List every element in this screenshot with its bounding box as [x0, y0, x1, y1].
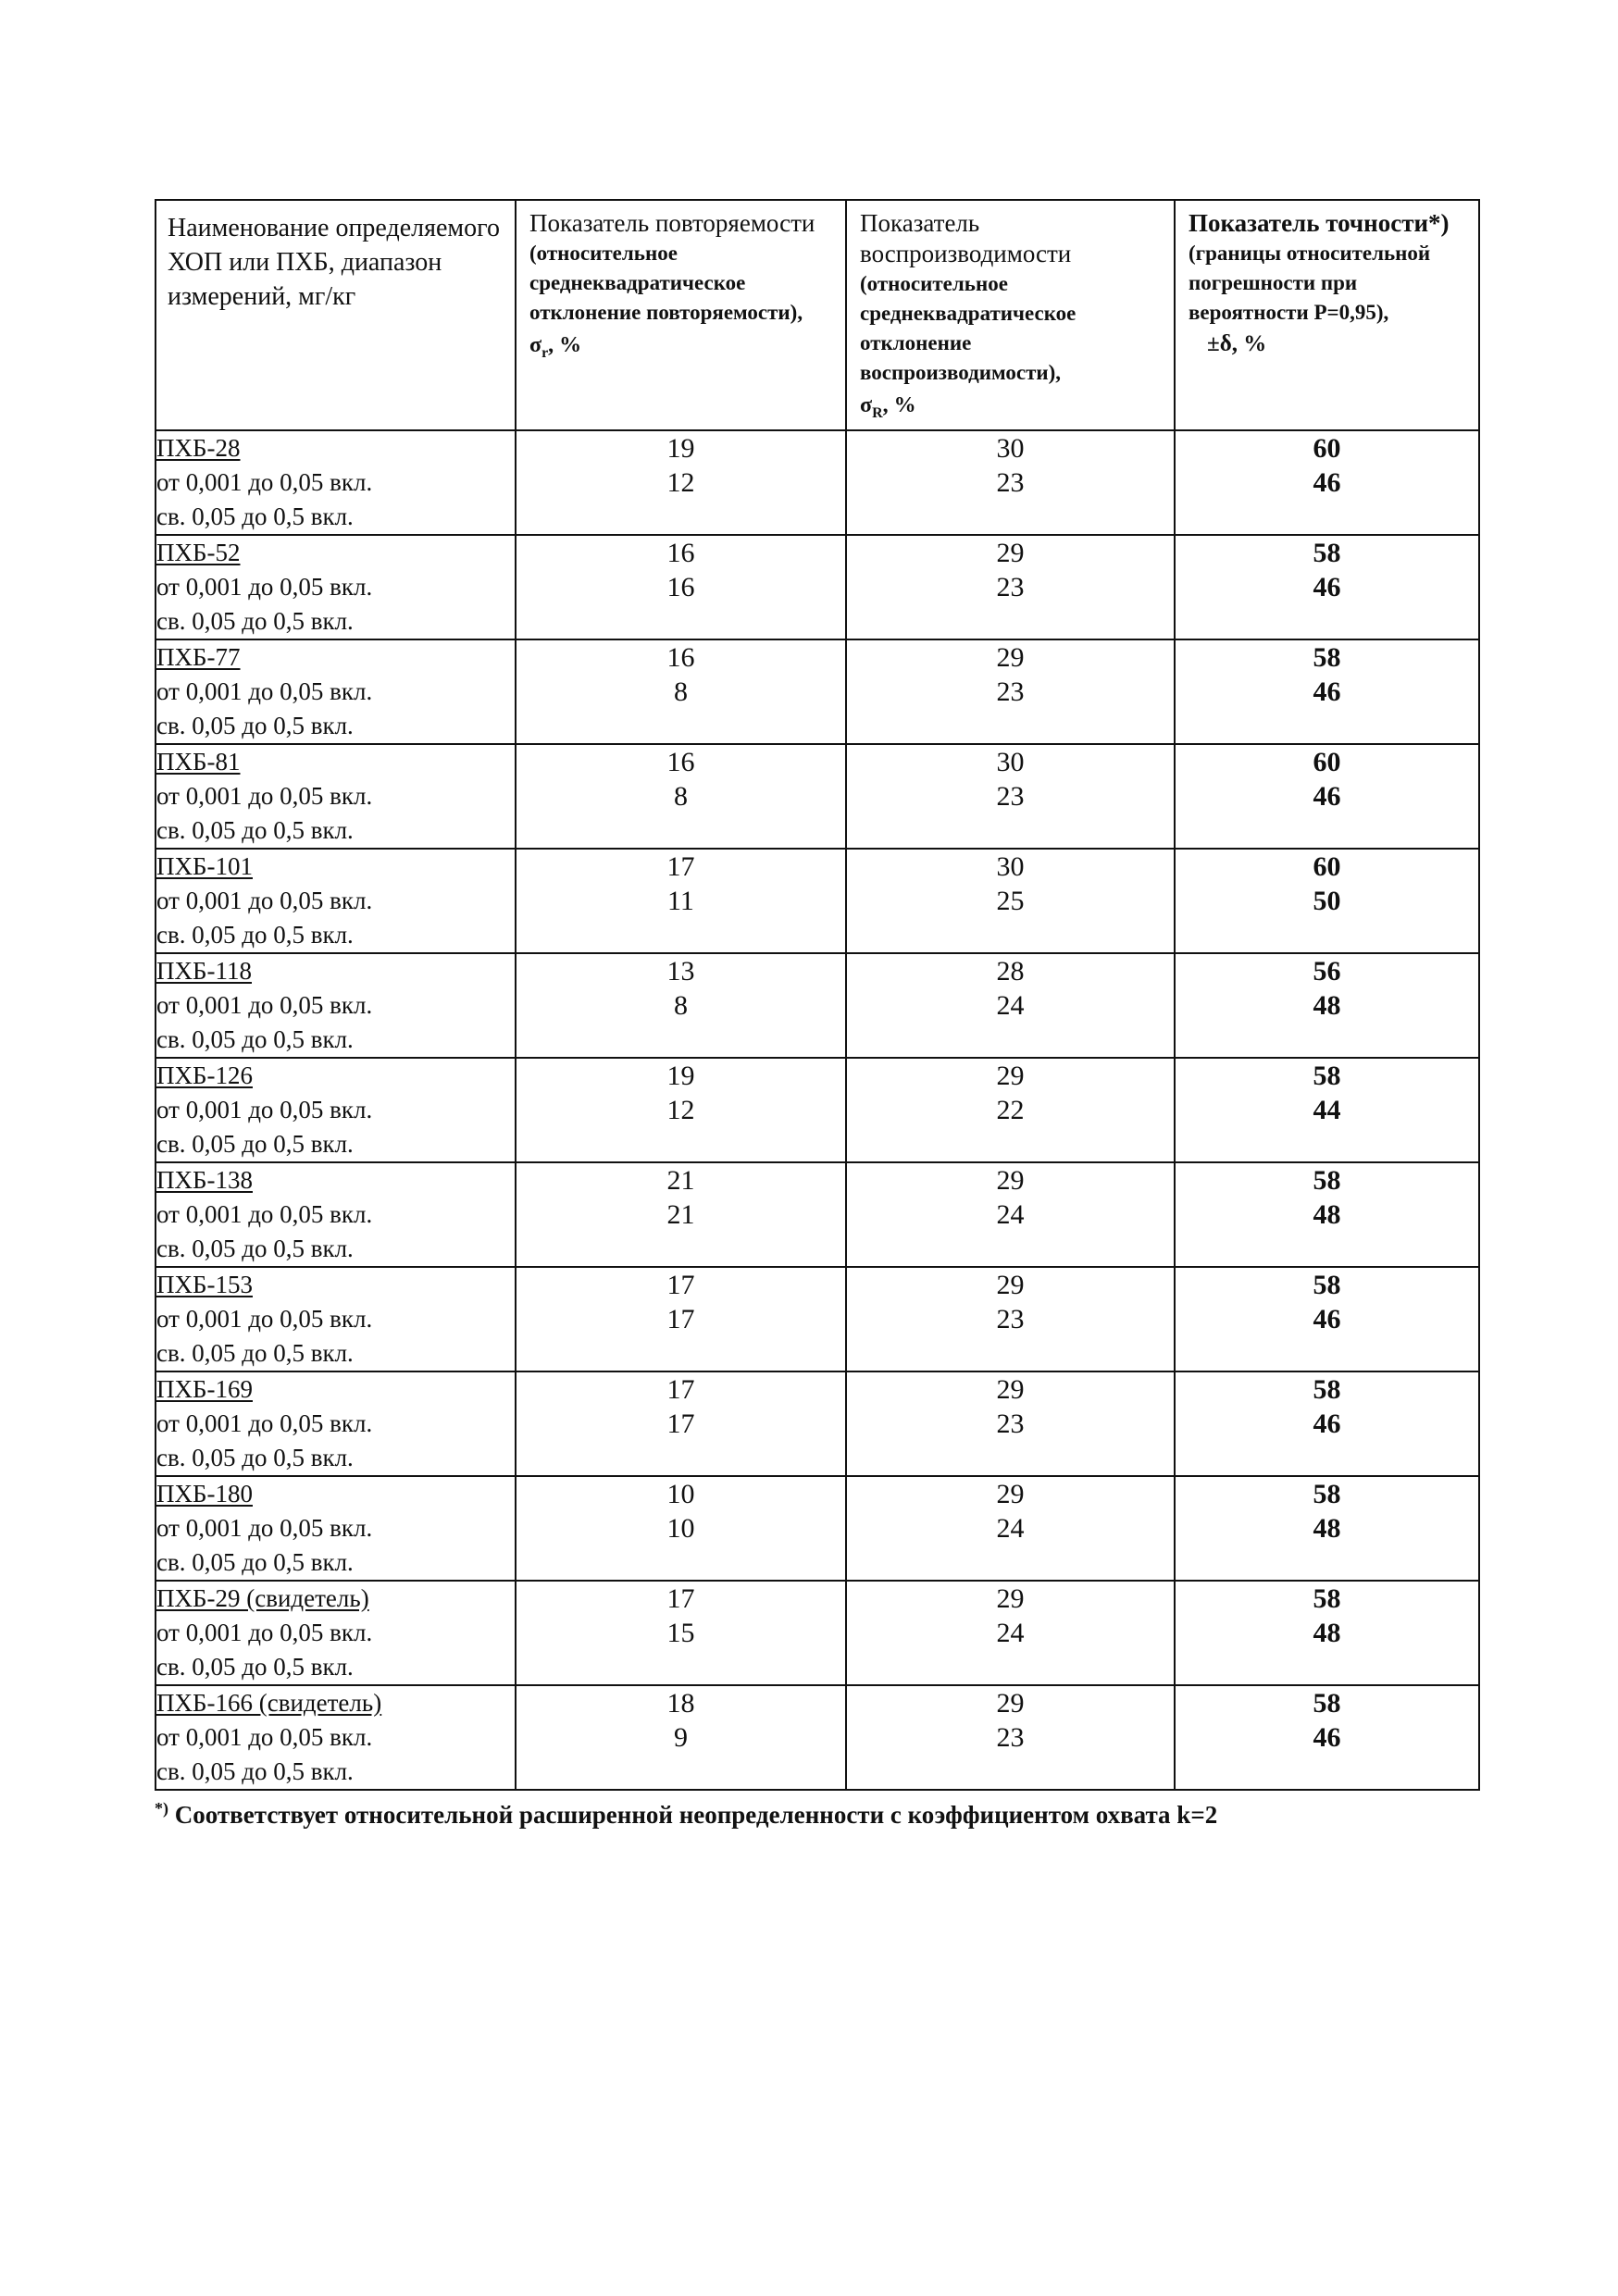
- repeatability-value: 17: [666, 1269, 695, 1300]
- reproducibility-value: 29: [996, 1582, 1025, 1614]
- reproducibility-cell: [846, 1371, 1175, 1476]
- accuracy-cell: [1175, 1267, 1479, 1371]
- compound-name: ПХБ-81: [156, 747, 241, 776]
- compound-cell: [156, 1476, 516, 1581]
- compound-cell: [156, 849, 516, 953]
- compound-name: ПХБ-118: [156, 956, 252, 985]
- compound-cell: [156, 430, 516, 535]
- accuracy-value: 46: [1313, 780, 1341, 812]
- header-repeatability-title: Показатель повторяемости: [529, 209, 815, 237]
- reproducibility-value: 30: [996, 850, 1025, 882]
- repeatability-value: 18: [666, 1687, 695, 1719]
- repeatability-value: 19: [666, 432, 695, 464]
- reproducibility-value: 29: [996, 537, 1025, 568]
- footnote-mark: *): [155, 1799, 168, 1818]
- table-row: [156, 1267, 1479, 1371]
- compound-name: ПХБ-169: [156, 1374, 253, 1403]
- range-label: св. 0,05 до 0,5 вкл.: [156, 815, 354, 844]
- accuracy-cell: [1175, 639, 1479, 744]
- repeatability-value: 8: [674, 676, 688, 707]
- range-label: от 0,001 до 0,05 вкл.: [156, 886, 373, 914]
- accuracy-cell: [1175, 849, 1479, 953]
- compound-cell: [156, 1267, 516, 1371]
- repeatability-value: 8: [674, 780, 688, 812]
- accuracy-value: 46: [1313, 1721, 1341, 1753]
- accuracy-value: 48: [1313, 1198, 1341, 1230]
- accuracy-cell: [1175, 953, 1479, 1058]
- table-row: [156, 430, 1479, 535]
- table-row: [156, 953, 1479, 1058]
- header-accuracy-symbol: ±δ, %: [1207, 331, 1267, 356]
- repeatability-value: 17: [666, 1408, 695, 1439]
- reproducibility-cell: [846, 1581, 1175, 1685]
- reproducibility-value: 23: [996, 1721, 1025, 1753]
- range-label: от 0,001 до 0,05 вкл.: [156, 572, 373, 601]
- compound-cell: [156, 744, 516, 849]
- table-row: [156, 639, 1479, 744]
- header-reproducibility-column: [846, 200, 1175, 430]
- reproducibility-cell: [846, 430, 1175, 535]
- accuracy-value: 46: [1313, 1303, 1341, 1334]
- repeatability-value: 8: [674, 989, 688, 1021]
- compound-name: ПХБ-52: [156, 538, 241, 566]
- accuracy-value: 44: [1313, 1094, 1341, 1125]
- reproducibility-value: 24: [996, 989, 1025, 1021]
- repeatability-value: 15: [666, 1617, 695, 1648]
- table-row: [156, 1685, 1479, 1790]
- accuracy-value: 58: [1313, 1060, 1341, 1091]
- compound-name: ПХБ-180: [156, 1479, 253, 1508]
- range-label: св. 0,05 до 0,5 вкл.: [156, 1129, 354, 1158]
- reproducibility-cell: [846, 953, 1175, 1058]
- reproducibility-value: 29: [996, 1060, 1025, 1091]
- accuracy-value: 46: [1313, 676, 1341, 707]
- range-label: от 0,001 до 0,05 вкл.: [156, 1513, 373, 1542]
- range-label: св. 0,05 до 0,5 вкл.: [156, 1652, 354, 1681]
- repeatability-value: 19: [666, 1060, 695, 1091]
- accuracy-value: 46: [1313, 571, 1341, 602]
- range-label: св. 0,05 до 0,5 вкл.: [156, 920, 354, 949]
- table-row: [156, 535, 1479, 639]
- repeatability-value: 17: [666, 1582, 695, 1614]
- reproducibility-value: 24: [996, 1617, 1025, 1648]
- header-name-text: Наименование определяемого ХОП или ПХБ, диапазон измерений, мг/кг: [168, 214, 500, 311]
- reproducibility-cell: [846, 1476, 1175, 1581]
- header-repeatability-note: (относительное среднеквадратическое отклонение повторяемости),: [529, 242, 803, 324]
- reproducibility-value: 30: [996, 432, 1025, 464]
- repeatability-cell: [516, 1371, 846, 1476]
- compound-cell: [156, 535, 516, 639]
- accuracy-value: 48: [1313, 1617, 1341, 1648]
- range-label: св. 0,05 до 0,5 вкл.: [156, 711, 354, 739]
- range-label: от 0,001 до 0,05 вкл.: [156, 1199, 373, 1228]
- reproducibility-cell: [846, 744, 1175, 849]
- compound-name: ПХБ-77: [156, 642, 241, 671]
- accuracy-value: 58: [1313, 641, 1341, 673]
- repeatability-value: 11: [667, 885, 694, 916]
- reproducibility-value: 29: [996, 1373, 1025, 1405]
- range-label: св. 0,05 до 0,5 вкл.: [156, 1443, 354, 1471]
- compound-cell: [156, 1371, 516, 1476]
- repeatability-cell: [516, 849, 846, 953]
- header-reproducibility-title: Показатель воспроизводимости: [860, 209, 1072, 267]
- header-repeatability-symbol: $\sigma_r$, %: [529, 333, 582, 361]
- reproducibility-value: 29: [996, 1164, 1025, 1196]
- repeatability-value: 16: [666, 537, 695, 568]
- compound-name: ПХБ-29 (свидетель): [156, 1583, 369, 1612]
- repeatability-value: 21: [666, 1198, 695, 1230]
- range-label: от 0,001 до 0,05 вкл.: [156, 1304, 373, 1333]
- reproducibility-cell: [846, 1162, 1175, 1267]
- repeatability-value: 12: [666, 466, 695, 498]
- reproducibility-value: 30: [996, 746, 1025, 777]
- repeatability-cell: [516, 744, 846, 849]
- repeatability-value: 10: [666, 1478, 695, 1509]
- accuracy-value: 48: [1313, 989, 1341, 1021]
- accuracy-value: 58: [1313, 1478, 1341, 1509]
- header-reproducibility-note: (относительное среднеквадратическое отклонение воспроизводимости),: [860, 272, 1077, 384]
- accuracy-value: 60: [1313, 746, 1341, 777]
- compound-cell: [156, 1685, 516, 1790]
- reproducibility-value: 23: [996, 676, 1025, 707]
- repeatability-value: 17: [666, 1373, 695, 1405]
- range-label: от 0,001 до 0,05 вкл.: [156, 781, 373, 810]
- compound-name: ПХБ-28: [156, 433, 241, 462]
- accuracy-value: 58: [1313, 537, 1341, 568]
- range-label: от 0,001 до 0,05 вкл.: [156, 676, 373, 705]
- compound-name: ПХБ-138: [156, 1165, 253, 1194]
- reproducibility-value: 23: [996, 1408, 1025, 1439]
- table-row: [156, 1058, 1479, 1162]
- reproducibility-value: 23: [996, 1303, 1025, 1334]
- accuracy-value: 46: [1313, 1408, 1341, 1439]
- reproducibility-value: 24: [996, 1198, 1025, 1230]
- range-label: св. 0,05 до 0,5 вкл.: [156, 1338, 354, 1367]
- range-label: от 0,001 до 0,05 вкл.: [156, 1095, 373, 1123]
- compound-cell: [156, 639, 516, 744]
- repeatability-value: 16: [666, 746, 695, 777]
- compound-cell: [156, 1058, 516, 1162]
- accuracy-cell: [1175, 1058, 1479, 1162]
- table-row: [156, 849, 1479, 953]
- compound-cell: [156, 1581, 516, 1685]
- repeatability-cell: [516, 953, 846, 1058]
- range-label: от 0,001 до 0,05 вкл.: [156, 1618, 373, 1646]
- repeatability-cell: [516, 535, 846, 639]
- reproducibility-cell: [846, 639, 1175, 744]
- reproducibility-value: 24: [996, 1512, 1025, 1544]
- reproducibility-value: 22: [996, 1094, 1025, 1125]
- header-repeatability-column: [516, 200, 846, 430]
- accuracy-cell: [1175, 1685, 1479, 1790]
- repeatability-value: 17: [666, 1303, 695, 1334]
- repeatability-value: 12: [666, 1094, 695, 1125]
- accuracy-value: 58: [1313, 1373, 1341, 1405]
- precision-table: [155, 199, 1480, 1791]
- range-label: св. 0,05 до 0,5 вкл.: [156, 502, 354, 530]
- accuracy-value: 60: [1313, 432, 1341, 464]
- repeatability-value: 16: [666, 641, 695, 673]
- repeatability-value: 21: [666, 1164, 695, 1196]
- range-label: от 0,001 до 0,05 вкл.: [156, 1722, 373, 1751]
- reproducibility-value: 23: [996, 466, 1025, 498]
- repeatability-value: 13: [666, 955, 695, 987]
- reproducibility-cell: [846, 535, 1175, 639]
- accuracy-value: 58: [1313, 1687, 1341, 1719]
- accuracy-cell: [1175, 535, 1479, 639]
- repeatability-cell: [516, 1267, 846, 1371]
- accuracy-cell: [1175, 1476, 1479, 1581]
- repeatability-cell: [516, 1685, 846, 1790]
- compound-name: ПХБ-126: [156, 1061, 253, 1089]
- reproducibility-cell: [846, 849, 1175, 953]
- accuracy-value: 58: [1313, 1582, 1341, 1614]
- repeatability-value: 10: [666, 1512, 695, 1544]
- reproducibility-value: 29: [996, 1478, 1025, 1509]
- compound-cell: [156, 1162, 516, 1267]
- table-row: [156, 744, 1479, 849]
- repeatability-cell: [516, 1162, 846, 1267]
- table-row: [156, 1371, 1479, 1476]
- table-body: [156, 430, 1479, 1790]
- table-row: [156, 1476, 1479, 1581]
- accuracy-value: 58: [1313, 1164, 1341, 1196]
- repeatability-value: 17: [666, 850, 695, 882]
- accuracy-cell: [1175, 1162, 1479, 1267]
- table-row: [156, 1581, 1479, 1685]
- range-label: св. 0,05 до 0,5 вкл.: [156, 1547, 354, 1576]
- reproducibility-value: 28: [996, 955, 1025, 987]
- reproducibility-cell: [846, 1685, 1175, 1790]
- header-accuracy-column: [1175, 200, 1479, 430]
- table-row: [156, 1162, 1479, 1267]
- accuracy-cell: [1175, 1581, 1479, 1685]
- accuracy-cell: [1175, 430, 1479, 535]
- range-label: от 0,001 до 0,05 вкл.: [156, 1409, 373, 1437]
- range-label: св. 0,05 до 0,5 вкл.: [156, 1756, 354, 1785]
- accuracy-value: 50: [1313, 885, 1341, 916]
- footnote-text: Соответствует относительной расширенной неопределенности с коэффициентом охвата k=2: [168, 1801, 1218, 1829]
- header-accuracy-title: Показатель точности*): [1189, 209, 1450, 237]
- compound-name: ПХБ-153: [156, 1270, 253, 1298]
- accuracy-value: 58: [1313, 1269, 1341, 1300]
- compound-name: ПХБ-101: [156, 851, 253, 880]
- repeatability-cell: [516, 1476, 846, 1581]
- repeatability-cell: [516, 1058, 846, 1162]
- range-label: св. 0,05 до 0,5 вкл.: [156, 1024, 354, 1053]
- range-label: св. 0,05 до 0,5 вкл.: [156, 1234, 354, 1262]
- repeatability-cell: [516, 639, 846, 744]
- repeatability-cell: [516, 430, 846, 535]
- reproducibility-cell: [846, 1267, 1175, 1371]
- compound-name: ПХБ-166 (свидетель): [156, 1688, 382, 1717]
- reproducibility-value: 23: [996, 571, 1025, 602]
- table-header-row: [156, 200, 1479, 430]
- header-name-column: [156, 200, 516, 430]
- reproducibility-value: 29: [996, 641, 1025, 673]
- accuracy-cell: [1175, 744, 1479, 849]
- reproducibility-value: 23: [996, 780, 1025, 812]
- range-label: от 0,001 до 0,05 вкл.: [156, 990, 373, 1019]
- reproducibility-cell: [846, 1058, 1175, 1162]
- header-reproducibility-symbol: $\sigma_R$, %: [860, 393, 916, 421]
- header-accuracy-note: (границы относительной погрешности при вероятности P=0,95),: [1189, 242, 1431, 324]
- range-label: св. 0,05 до 0,5 вкл.: [156, 606, 354, 635]
- accuracy-value: 46: [1313, 466, 1341, 498]
- reproducibility-value: 25: [996, 885, 1025, 916]
- accuracy-value: 60: [1313, 850, 1341, 882]
- repeatability-value: 9: [674, 1721, 688, 1753]
- reproducibility-value: 29: [996, 1687, 1025, 1719]
- repeatability-value: 16: [666, 571, 695, 602]
- accuracy-value: 56: [1313, 955, 1341, 987]
- compound-cell: [156, 953, 516, 1058]
- accuracy-value: 48: [1313, 1512, 1341, 1544]
- footnote: [155, 1793, 1469, 1831]
- repeatability-cell: [516, 1581, 846, 1685]
- accuracy-cell: [1175, 1371, 1479, 1476]
- reproducibility-value: 29: [996, 1269, 1025, 1300]
- range-label: от 0,001 до 0,05 вкл.: [156, 467, 373, 496]
